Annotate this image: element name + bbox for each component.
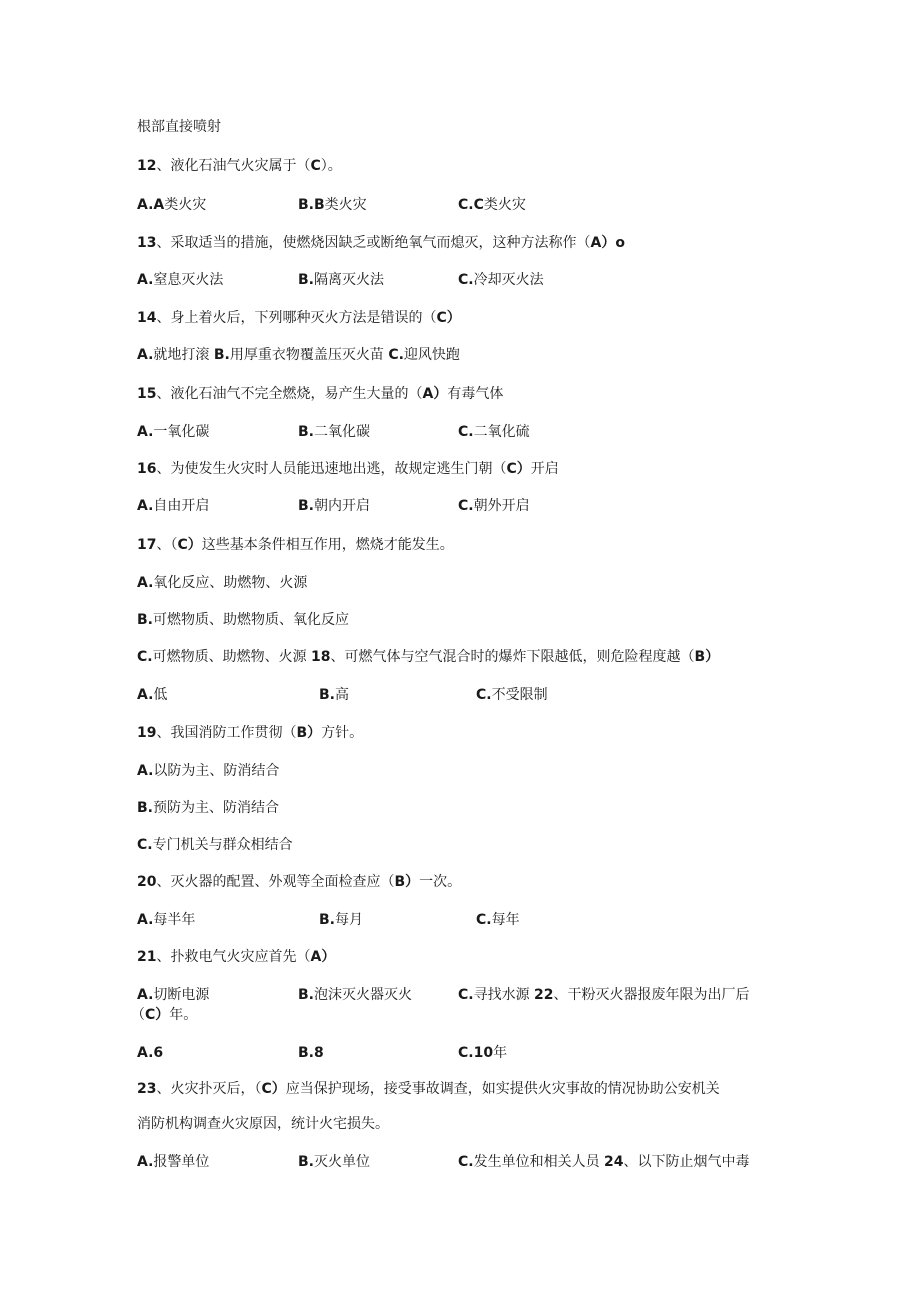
option-c: C.朝外开启 <box>458 498 530 514</box>
option-b: B.8 <box>298 1045 324 1061</box>
question-text: 、身上着火后，下列哪种灭火方法是错误的（ <box>156 310 437 326</box>
answer-letter: B） <box>296 725 322 741</box>
question-text-end: 开启 <box>530 461 559 477</box>
answer-letter: A） <box>422 386 448 402</box>
question-number: 12 <box>137 158 157 174</box>
option-b: B.B类火灾 <box>298 197 367 213</box>
option-c: C.不受限制 <box>476 687 548 703</box>
answer-letter: C） <box>261 1081 286 1097</box>
answer-letter: B） <box>694 649 720 665</box>
question-number: 18 <box>311 649 331 665</box>
question-19 <box>137 724 363 742</box>
question-number: 17 <box>137 537 157 553</box>
option-a: A.切断电源 <box>137 987 210 1003</box>
question-21 <box>137 948 335 966</box>
answer-letter: C） <box>145 1007 170 1023</box>
answer-letter: C） <box>506 461 531 477</box>
option-b: B.可燃物质、助燃物质、氧化反应 <box>137 612 349 628</box>
option-c: C.二氧化硫 <box>458 424 530 440</box>
question-text-end: 一次。 <box>419 874 462 890</box>
question-text: 、液化石油气不完全燃烧，易产生大量的（ <box>156 386 423 402</box>
question-number: 22 <box>534 987 554 1003</box>
option-b: B.每月 <box>319 912 363 928</box>
question-number: 13 <box>137 235 157 251</box>
question-text: 、可燃气体与空气混合时的爆炸下限越低，则危险程度越（ <box>330 649 695 665</box>
option-b: B.预防为主、防消结合 <box>137 800 279 816</box>
question-number: 20 <box>137 874 157 890</box>
question-number: 15 <box>137 386 157 402</box>
option-b: B.二氧化碳 <box>298 424 370 440</box>
question-20 <box>137 873 461 891</box>
option-a: A.以防为主、防消结合 <box>137 763 280 779</box>
question-14 <box>137 309 461 327</box>
question-number: 14 <box>137 310 157 326</box>
answer-letter: A） <box>310 949 336 965</box>
question-text: 、为使发生火灾时人员能迅速地出逃，故规定逃生门朝（ <box>156 461 507 477</box>
option-a: A.低 <box>137 687 168 703</box>
option-a: A.A类火灾 <box>137 197 207 213</box>
text-fragment: 根部直接喷射 <box>137 119 221 135</box>
question-text: 、扑救电气火灾应首先（ <box>156 949 311 965</box>
answer-letter: C） <box>177 537 202 553</box>
option-b: B.朝内开启 <box>298 498 370 514</box>
option-a: A.报警单位 <box>137 1154 210 1170</box>
option-b: B.泡沫灭火器灭火 <box>298 987 412 1003</box>
question-13 <box>137 234 625 252</box>
question-number: 16 <box>137 461 157 477</box>
question-text: 、液化石油气火灾属于（ <box>156 158 311 174</box>
question-text-cont: 应当保护现场，接受事故调查，如实提供火灾事故的情况协助公安机关 <box>285 1081 720 1097</box>
question-text: 、灭火器的配置、外观等全面检查应（ <box>156 874 395 890</box>
question-text-end: 这些基本条件相互作用，燃烧才能发生。 <box>201 537 454 553</box>
option-c-and-question-22: C.寻找水源 22、干粉灭火器报废年限为出厂后 <box>458 987 750 1003</box>
question-23 <box>137 1080 720 1098</box>
text-line <box>137 118 221 136</box>
question-17 <box>137 536 454 554</box>
text-line: 消防机构调查火灾原因，统计火宅损失。 <box>137 1116 389 1132</box>
question-text-end: ）。 <box>320 158 342 174</box>
option-b: B.隔离灭火法 <box>298 272 384 288</box>
option-c: C.冷却灭火法 <box>458 272 544 288</box>
answer-letter: C <box>310 158 321 174</box>
option-b: B.高 <box>319 687 349 703</box>
answer-letter: A）o <box>590 235 625 251</box>
question-text-end: 有毒气体 <box>447 386 504 402</box>
answer-letter: C） <box>436 310 461 326</box>
question-text: 、（ <box>156 537 178 553</box>
options-row: A.就地打滚 B.用厚重衣物覆盖压灭火苗 C.迎风快跑 <box>137 347 460 363</box>
question-text: 、以下防止烟气中毒 <box>623 1154 750 1170</box>
option-c: C.每年 <box>476 912 520 928</box>
option-c-and-question-24: C.发生单位和相关人员 24、以下防止烟气中毒 <box>458 1154 750 1170</box>
question-15 <box>137 385 503 403</box>
option-c-and-question-18: C.可燃物质、助燃物、火源 18、可燃气体与空气混合时的爆炸下限越低，则危险程度越（B） <box>137 649 720 665</box>
question-text: 、火灾扑灭后，（ <box>156 1081 262 1097</box>
question-number: 23 <box>137 1081 157 1097</box>
option-a: A.氧化反应、助燃物、火源 <box>137 575 308 591</box>
option-c: C.专门机关与群众相结合 <box>137 837 293 853</box>
option-a: A.一氧化碳 <box>137 424 210 440</box>
option-a: A.自由开启 <box>137 498 210 514</box>
question-text: 、干粉灭火器报废年限为出厂后 <box>553 987 750 1003</box>
question-22-end: （C）年。 <box>131 1007 198 1023</box>
question-number: 19 <box>137 725 157 741</box>
question-text-end: 方针。 <box>321 725 364 741</box>
question-16 <box>137 460 559 478</box>
question-12 <box>137 157 342 175</box>
question-number: 24 <box>604 1154 624 1170</box>
question-text: 、采取适当的措施，使燃烧因缺乏或断绝氧气而熄灭，这种方法称作（ <box>156 235 591 251</box>
option-b: B.灭火单位 <box>298 1154 370 1170</box>
question-number: 21 <box>137 949 157 965</box>
option-a: A.6 <box>137 1045 164 1061</box>
option-a: A.窒息灭火法 <box>137 272 224 288</box>
question-text: 、我国消防工作贯彻（ <box>156 725 297 741</box>
answer-letter: B） <box>394 874 420 890</box>
option-c: C.10年 <box>458 1045 508 1061</box>
option-a: A.每半年 <box>137 912 196 928</box>
option-c: C.C类火灾 <box>458 197 526 213</box>
